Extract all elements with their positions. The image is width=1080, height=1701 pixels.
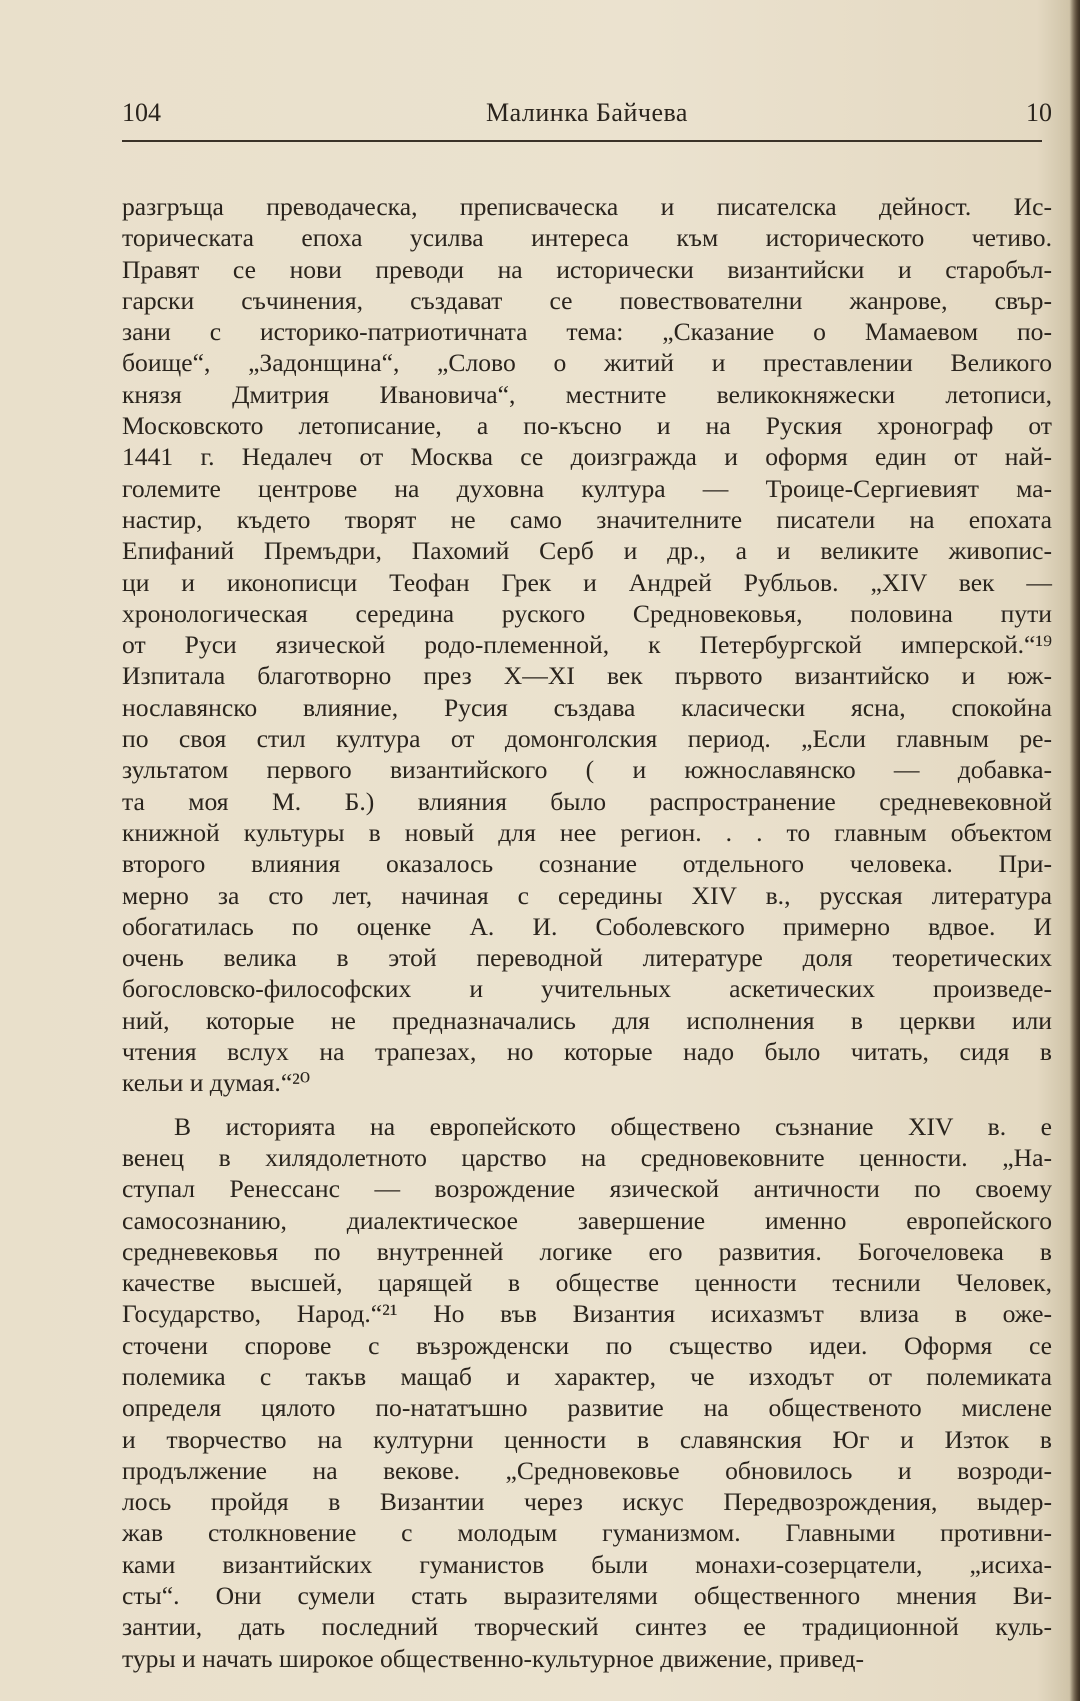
text-line: ний, которые не предназначались для исполнения в церкви или	[122, 1005, 1052, 1035]
text-line: Московското летописание, а по-късно и на Руския хронограф от	[122, 411, 1052, 441]
paragraph	[122, 191, 1052, 1099]
text-line: князя Дмитрия Ивановича“, местните великокняжески летописи,	[122, 379, 1052, 409]
text-line: богословско-философских и учительных аскетических произведе-	[122, 974, 1052, 1004]
body-text	[122, 191, 1052, 1674]
text-line: второго влияния оказалось сознание отдельного человека. При-	[122, 849, 1052, 879]
text-line: големите центрове на духовна култура — Троице-Сергиевият ма-	[122, 473, 1052, 503]
text-line: обогатилась по оценке А. И. Соболевского примерно вдвое. И	[122, 911, 1052, 941]
running-header	[122, 98, 1052, 134]
text-line: по своя стил култура от домонголския период. „Если главным ре-	[122, 724, 1052, 754]
text-line: мерно за сто лет, начиная с середины XIV в., русская литература	[122, 880, 1052, 910]
text-line: настир, където творят не само значителните писатели на епохата	[122, 504, 1052, 534]
text-line: книжной культуры в новый для нее регион. . . то главным объектом	[122, 817, 1052, 847]
page-number: 104	[122, 98, 161, 127]
text-line: хронологическая середина руского Средновековья, половина пути	[122, 598, 1052, 628]
text-line: чтения вслух на трапезах, но которые надо было читать, сидя в	[122, 1037, 1052, 1067]
text-line: зани с историко-патриотичната тема: „Сказание о Мамаевом по-	[122, 317, 1052, 347]
text-line: Епифаний Премъдри, Пахомий Серб и др., а и великите живопис-	[122, 536, 1052, 566]
text-line: ступал Ренессанс — возрождение язической античности по своему	[122, 1174, 1052, 1204]
text-line: определя цялото по-нататъшно развитие на общественото мислене	[122, 1393, 1052, 1423]
paragraph-gap	[122, 1099, 1052, 1111]
facing-page-number-fragment: 10	[1026, 98, 1052, 127]
text-line: торическата епоха усилва интереса към историческото четиво.	[122, 223, 1052, 253]
text-line: продължение на векове. „Средновековье обновилось и возроди-	[122, 1455, 1052, 1485]
text-line: гарски съчинения, създават се повествователни жанрове, свър-	[122, 285, 1052, 315]
text-line: ками византийских гуманистов были монахи-созерцатели, „исиха-	[122, 1549, 1052, 1579]
text-line: венец в хилядолетното царство на средновековните ценности. „На-	[122, 1142, 1052, 1172]
page-edge-shadow	[1070, 0, 1080, 1701]
text-line: зультатом первого византийского ( и южнославянско — добавка-	[122, 755, 1052, 785]
text-line: та моя М. Б.) влияния было распространение средневековной	[122, 786, 1052, 816]
text-line: кельи и думая.“²⁰	[122, 1068, 311, 1098]
text-line: В историята на европейското обществено съзнание XIV в. е	[174, 1111, 1052, 1141]
header-rule	[122, 140, 1042, 142]
text-line: Правят се нови преводи на исторически византийски и старобъл-	[122, 254, 1052, 284]
text-line: жав столкновение с молодым гуманизмом. Главными противни-	[122, 1518, 1052, 1548]
text-line: ци и иконописци Теофан Грек и Андрей Рубльов. „XIV век —	[122, 567, 1052, 597]
text-line: Изпитала благотворно през X—XI век първото византийско и юж-	[122, 661, 1052, 691]
text-line: средневековья по внутренней логике его развития. Богочеловека в	[122, 1236, 1052, 1266]
text-line: Государство, Народ.“²¹ Но във Византия исихазмът влиза в оже-	[122, 1299, 1052, 1329]
paragraph	[122, 1111, 1052, 1674]
text-line: боище“, „Задонщина“, „Слово о житий и преставлении Великого	[122, 348, 1052, 378]
text-line: полемика с такъв мащаб и характер, че изходът от полемиката	[122, 1361, 1052, 1391]
text-line: зантии, дать последний творческий синтез ее традиционной куль-	[122, 1612, 1052, 1642]
text-line: от Руси язической родо-племенной, к Петербургской имперской.“¹⁹	[122, 630, 1052, 660]
text-line: нославянско влияние, Русия създава класически ясна, спокойна	[122, 692, 1052, 722]
text-line: сточени спорове с възрожденски по същество идеи. Оформя се	[122, 1330, 1052, 1360]
text-line: лось пройдя в Византии через искус Передвозрождения, выдер-	[122, 1487, 1052, 1517]
running-head-author: Малинка Байчева	[486, 98, 688, 127]
text-line: сты“. Они сумели стать выразителями общественного мнения Ви-	[122, 1581, 1052, 1611]
text-line: очень велика в этой переводной литературе доля теоретических	[122, 943, 1052, 973]
text-line: 1441 г. Недалеч от Москва се доизгражда и оформя един от най-	[122, 442, 1052, 472]
text-line: и творчество на културни ценности в славянския Юг и Изток в	[122, 1424, 1052, 1454]
text-line: качестве высшей, царящей в обществе ценности теснили Человек,	[122, 1268, 1052, 1298]
text-line: самосознанию, диалектическое завершение именно европейского	[122, 1205, 1052, 1235]
text-line: туры и начать широкое общественно-культурное движение, привед-	[122, 1643, 865, 1673]
text-line: разгръща преводаческа, преписваческа и писателска дейност. Ис-	[122, 192, 1052, 221]
